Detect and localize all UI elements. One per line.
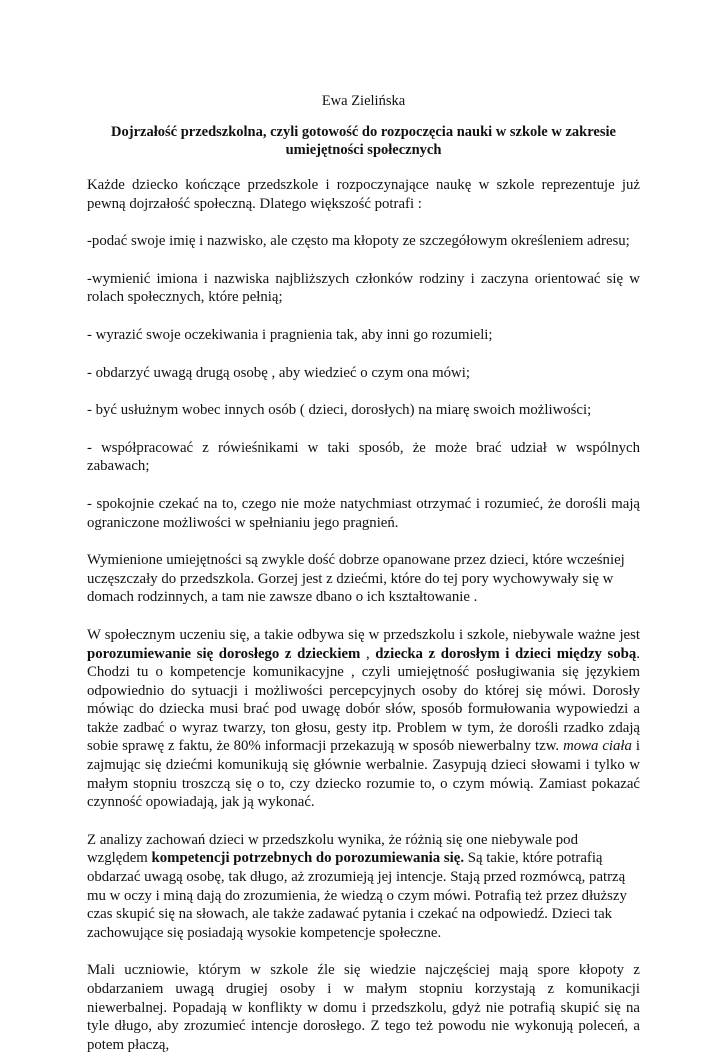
list-item: - spokojnie czekać na to, czego nie może natychmiast otrzymać i rozumieć, że dorośli mają ograniczone możliwości w spełnianiu jego pragnień. <box>87 495 640 531</box>
paragraph-text: , <box>360 645 376 662</box>
author-name: Ewa Zielińska <box>321 93 406 109</box>
paragraph-text: W społecznym uczeniu się, a takie odbywa się w przedszkolu i szkole, niebywale ważne jest <box>87 626 640 643</box>
list-item: -wymienić imiona i nazwiska najbliższych członków rodziny i zaczyna orientować się w rolach społecznych, które pełnią; <box>87 270 640 306</box>
list-item: - obdarzyć uwagą drugą osobę , aby wiedzieć o czym ona mówi; <box>87 364 470 381</box>
paragraph-text: . Chodzi tu o kompetencje komunikacyjne , czyli umiejętność posługiwania się językiem odpowiednio do sytuacji i możliwości percepcyjnych osoby do której się mówi. Dorosły mówiąc do dziecka musi brać pod uwagę dobór słów, sposób formułowania wypowiedzi a także zadbać o wyraz twarzy, ton głosu, gesty itp. Problem w tym, że dorośli rzadko zdają sobie sprawę z faktu, że 80% informacji przekazują w sposób niewerbalny tzw. <box>87 645 640 755</box>
paragraph-text: Z analizy zachowań dzieci w przedszkolu wynika, że różnią się one niebywale pod względem <box>87 831 578 867</box>
paragraph-text: Są takie, które potrafią obdarzać uwagą osobę, tak długo, aż zrozumieją jej intencje. Stają przed rozmówcą, patrzą mu w oczy i miną dają do zrozumienia, że wiedzą o czym mówi. Potrafią też przez dłuższy czas skupić się na słowach, ale także zadawać pytania i czekać na odpowiedź. Dzieci tak zachowujące się posiadają wysokie kompetencje społeczne. <box>87 850 627 941</box>
paragraph-5: Mali uczniowie, którym w szkole źle się wiedzie najczęściej mają spore kłopoty z obdarzaniem uwagą drugiej osoby i w małym stopniu korzystają z komunikacji niewerbalnej. Popadają w konflikty w domu i przedszkolu, gdyż nie potrafią skupić się na tyle długo, aby zrozumieć intencje dorosłego. Z tego też powodu nie wykonują poleceń, a potem płaczą, <box>87 962 640 1053</box>
document-title: Dojrzałość przedszkolna, czyli gotowość do rozpoczęcia nauki w szkole w zakresie umiejętności społecznych <box>111 124 616 158</box>
bold-phrase: dziecka z dorosłym i dzieci między sobą <box>375 645 637 662</box>
list-item: -podać swoje imię i nazwisko, ale często ma kłopoty ze szczegółowym określeniem adresu; <box>87 233 630 250</box>
intro-paragraph: Każde dziecko kończące przedszkole i rozpoczynające naukę w szkole reprezentuje już pewną dojrzałość społeczną. Dlatego większość potrafi : <box>87 177 640 212</box>
italic-phrase: mowa ciała <box>563 738 632 755</box>
paragraph-3 <box>87 626 640 812</box>
bold-phrase: kompetencji potrzebnych do porozumiewania się. <box>151 850 465 867</box>
paragraph-4 <box>87 831 640 943</box>
paragraph-text: i zajmując się dziećmi komunikują się głównie werbalnie. Zasypują dzieci słowami i tylko w małym stopniu troszczą się o to, czy dziecko rozumie to, o czym mówią. Zamiast pokazać czynność opowiadają, jak ją wykonać. <box>87 738 641 811</box>
document-page <box>87 0 640 1054</box>
list-item: - być usłużnym wobec innych osób ( dzieci, dorosłych) na miarę swoich możliwości; <box>87 402 592 419</box>
list-item: - współpracować z rówieśnikami w taki sposób, że może brać udział w wspólnych zabawach; <box>87 439 640 475</box>
bold-phrase: porozumiewanie się dorosłego z dzieckiem <box>87 645 361 662</box>
paragraph-2: Wymienione umiejętności są zwykle dość dobrze opanowane przez dzieci, które wcześniej uczęszczały do przedszkola. Gorzej jest z dziećmi, które do tej pory wychowywały się w domach rodzinnych, a tam nie zawsze dbano o ich kształtowanie . <box>87 552 625 606</box>
list-item: - wyrazić swoje oczekiwania i pragnienia tak, aby inni go rozumieli; <box>87 326 493 343</box>
